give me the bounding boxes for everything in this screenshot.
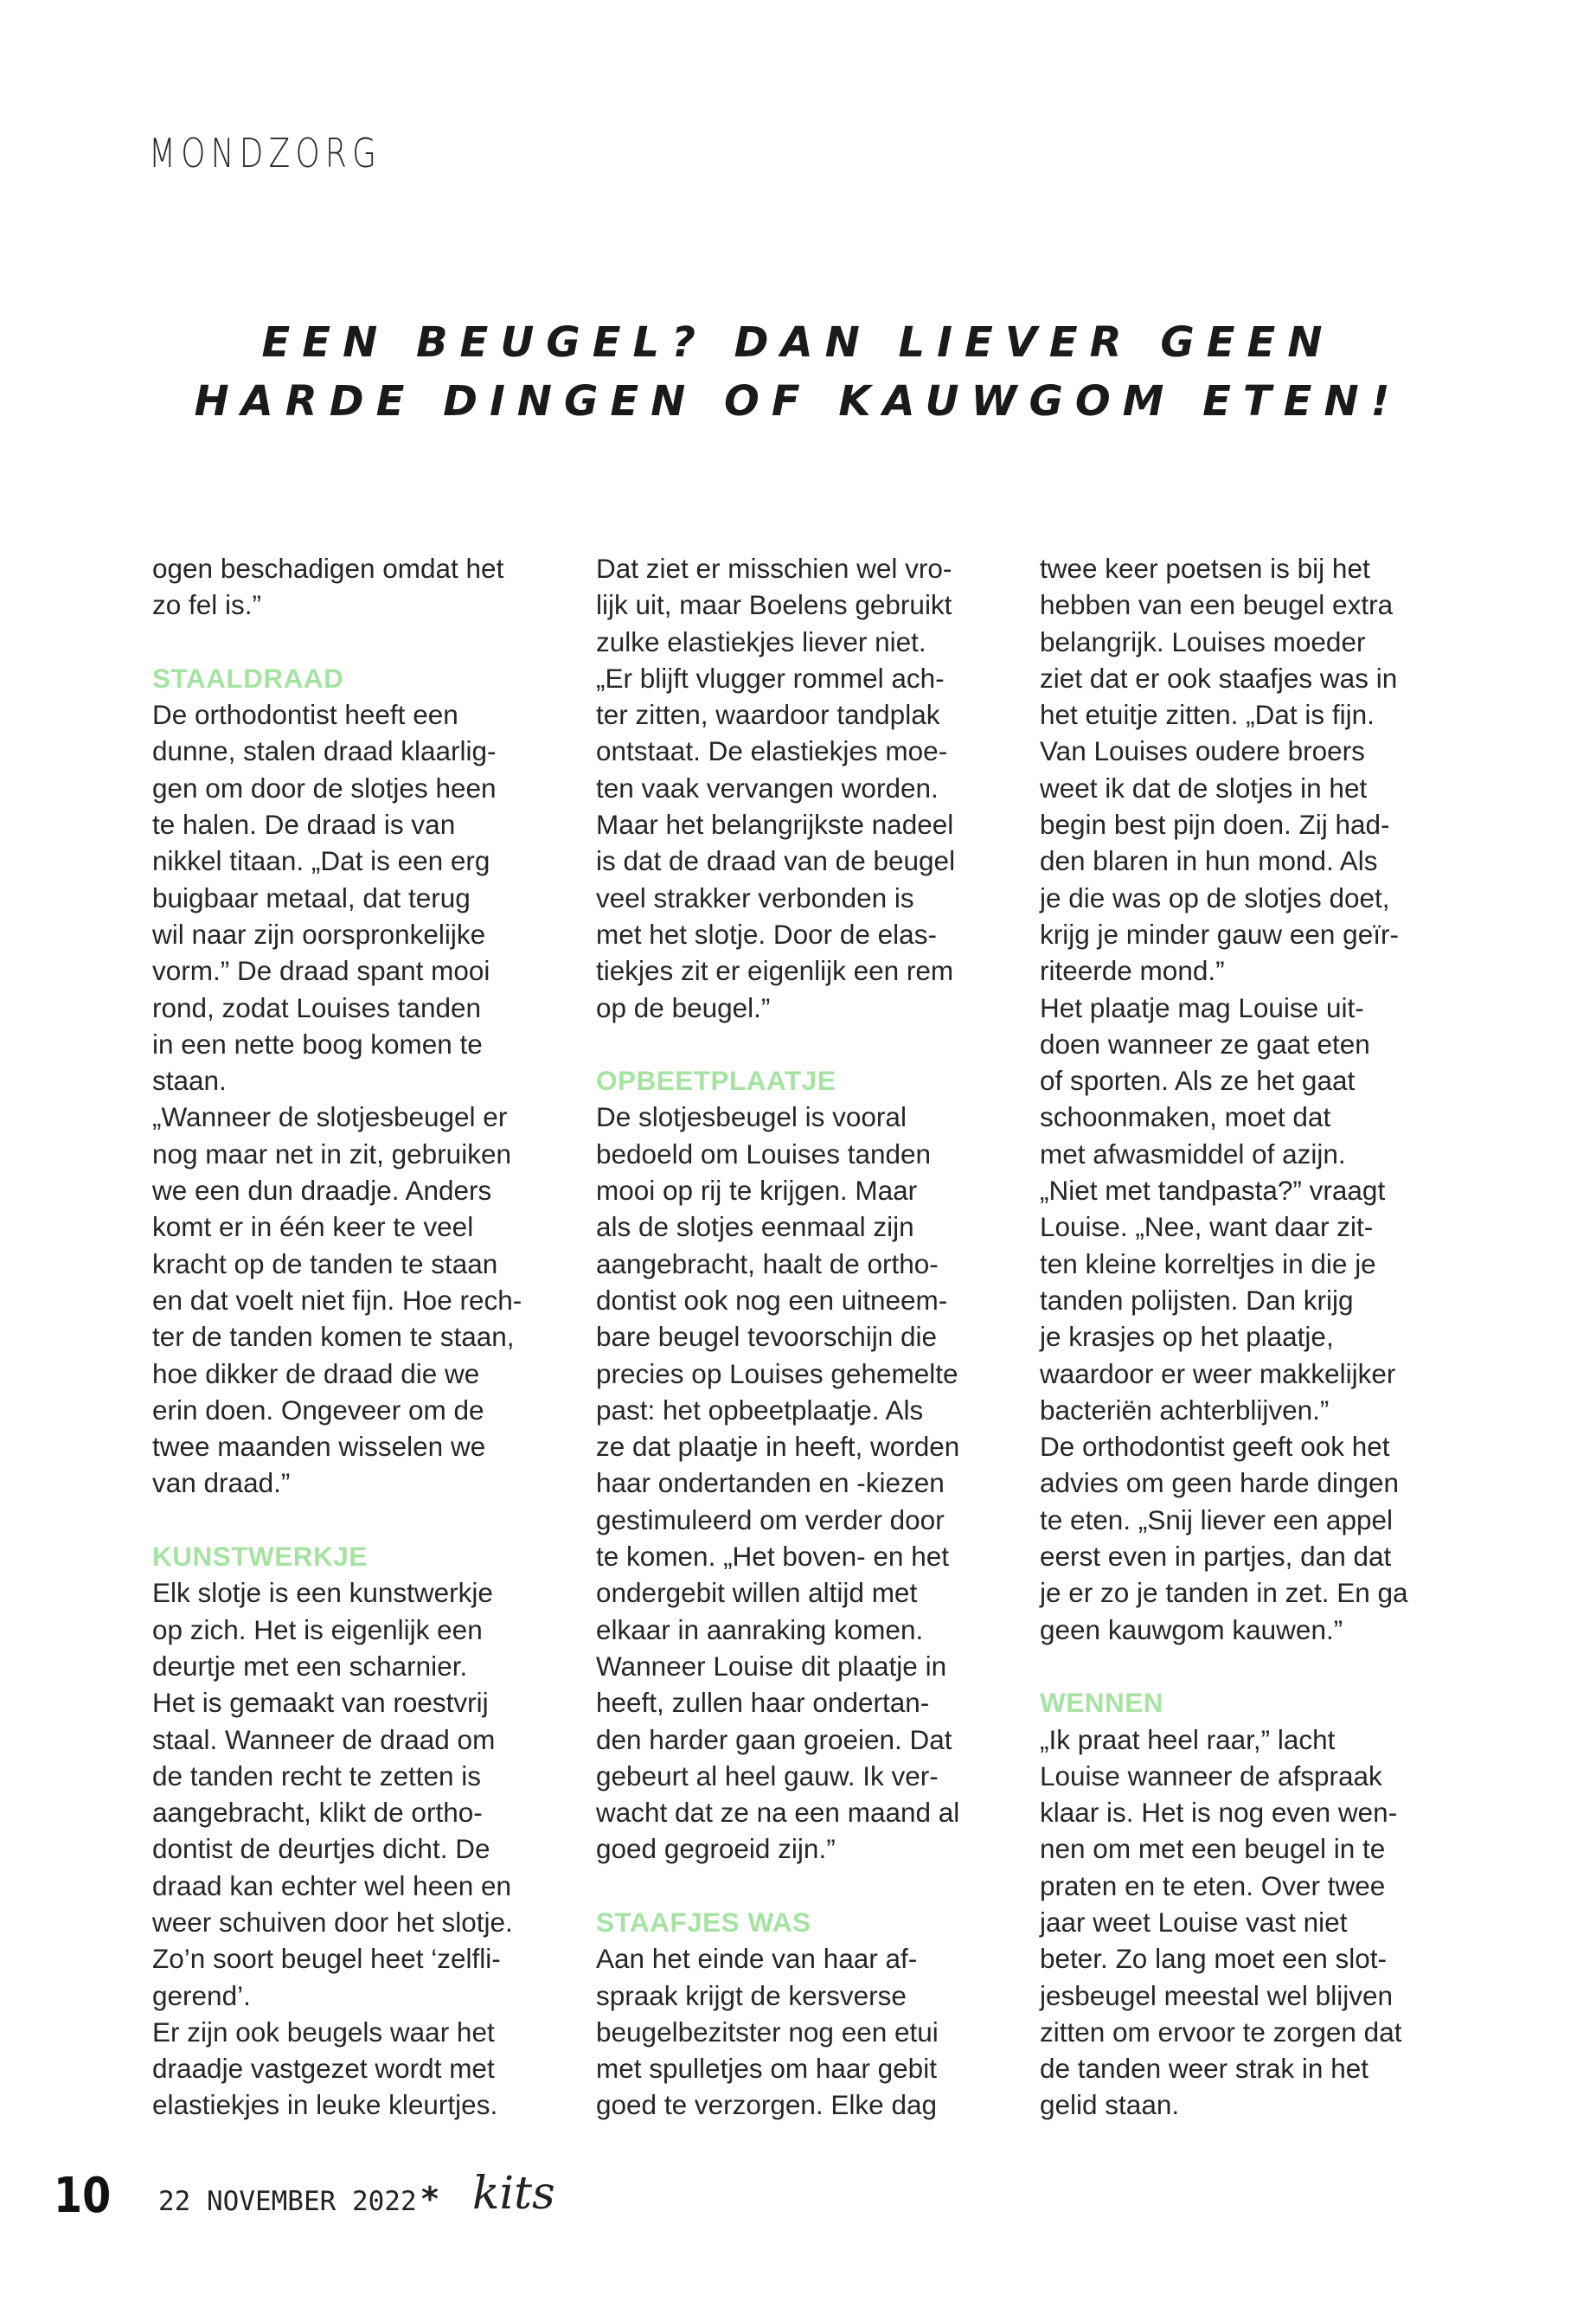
paragraph-gap [596, 1026, 1011, 1062]
text-line: weet ik dat de slotjes in het [1040, 772, 1368, 804]
text-line: tiekjes zit er eigenlijk een rem [596, 955, 954, 987]
text-line: lijk uit, maar Boelens gebruikt [596, 589, 952, 621]
text-line: bare beugel tevoorschijn die [596, 1321, 938, 1353]
text-line: belangrijk. Louises moeder [1040, 625, 1366, 657]
text-line: klaar is. Het is nog even wen- [1040, 1797, 1398, 1829]
text-line: Van Louises oudere broers [1040, 735, 1365, 767]
subheading: OPBEETPLAATJE [596, 1065, 836, 1097]
text-line: „Niet met tandpasta?” vraagt [1040, 1175, 1386, 1207]
text-line: met spulletjes om haar gebit [596, 2053, 937, 2085]
text-line: dontist ook nog een uitneem- [596, 1284, 948, 1316]
text-line: hebben van een beugel extra [1040, 589, 1394, 621]
text-line: buigbaar metaal, dat terug [152, 881, 471, 913]
text-line: gerend’. [152, 1979, 251, 2011]
text-line: precies op Louises gehemelte [596, 1357, 958, 1389]
footer-separator: * [421, 2180, 439, 2218]
text-line: te halen. De draad is van [152, 809, 456, 841]
headline-line-2: HARDE DINGEN OF KAUWGOM ETEN! [194, 377, 1402, 426]
text-line: gen om door de slotjes heen [152, 772, 497, 804]
text-line: Zo’n soort beugel heet ‘zelfli- [152, 1943, 501, 1975]
text-line: tanden polijsten. Dan krijg [1040, 1284, 1354, 1316]
text-line: „Ik praat heel raar,” lacht [1040, 1723, 1336, 1755]
text-line: ziet dat er ook staafjes was in [1040, 662, 1398, 694]
text-line: dunne, stalen draad klaarlig- [152, 735, 497, 767]
text-line: elastiekjes in leuke kleurtjes. [152, 2089, 498, 2121]
headline [0, 313, 1596, 431]
article-column-1 [152, 550, 567, 2124]
text-line: spraak krijgt de kersverse [596, 1979, 907, 2011]
text-line: draadje vastgezet wordt met [152, 2053, 495, 2085]
text-line: Aan het einde van haar af- [596, 1943, 918, 1975]
text-line: te eten. „Snij liever een appel [1040, 1503, 1394, 1535]
text-line: of sporten. Als ze het gaat [1040, 1065, 1356, 1097]
text-line: je er zo je tanden in zet. En ga [1040, 1577, 1408, 1609]
text-line: den harder gaan groeien. Dat [596, 1723, 952, 1755]
text-line: de tanden weer strak in het [1040, 2053, 1368, 2085]
section-label: MONDZORG [149, 130, 382, 176]
text-line: zulke elastiekjes liever niet. [596, 625, 926, 657]
subheading: STAAFJES WAS [596, 1906, 811, 1938]
text-line: „Wanneer de slotjesbeugel er [152, 1101, 508, 1133]
text-line: je krasjes op het plaatje, [1040, 1321, 1334, 1353]
text-line: schoonmaken, moet dat [1040, 1101, 1331, 1133]
text-line: van draad.” [152, 1467, 291, 1499]
text-line: in een nette boog komen te [152, 1028, 483, 1060]
text-line: nog maar net in zit, gebruiken [152, 1138, 511, 1170]
text-line: ogen beschadigen omdat het [152, 553, 504, 584]
article-column-2 [596, 550, 1011, 2124]
text-line: vorm.” De draad spant mooi [152, 955, 490, 987]
text-line: weer schuiven door het slotje. [152, 1906, 513, 1938]
text-line: veel strakker verbonden is [596, 881, 914, 913]
text-line: nen om met een beugel in te [1040, 1833, 1386, 1865]
text-line: op de beugel.” [596, 991, 771, 1023]
text-line: staan. [152, 1065, 227, 1097]
text-line: ontstaat. De elastiekjes moe- [596, 735, 948, 767]
text-line: hoe dikker de draad die we [152, 1357, 480, 1389]
text-line: elkaar in aanraking komen. [596, 1613, 924, 1645]
text-line: haar ondertanden en -kiezen [596, 1467, 945, 1499]
text-line: bedoeld om Louises tanden [596, 1138, 932, 1170]
text-line: en dat voelt niet fijn. Hoe rech- [152, 1284, 522, 1316]
text-line: Maar het belangrijkste nadeel [596, 809, 954, 841]
text-line: Dat ziet er misschien wel vro- [596, 553, 952, 584]
text-line: gestimuleerd om verder door [596, 1503, 945, 1535]
text-line: met het slotje. Door de elas- [596, 918, 937, 950]
text-line: den blaren in hun mond. Als [1040, 845, 1378, 877]
text-line: ten kleine korreltjes in die je [1040, 1247, 1376, 1279]
paragraph-gap [152, 1502, 567, 1538]
text-line: beter. Zo lang moet een slot- [1040, 1943, 1387, 1975]
text-line: ondergebit willen altijd met [596, 1577, 918, 1609]
text-line: te komen. „Het boven- en het [596, 1541, 949, 1573]
text-line: twee maanden wisselen we [152, 1431, 486, 1463]
text-line: Het is gemaakt van roestvrij [152, 1687, 489, 1719]
text-line: je die was op de slotjes doet, [1040, 881, 1390, 913]
text-line: advies om geen harde dingen [1040, 1467, 1400, 1499]
text-line: ter de tanden komen te staan, [152, 1321, 515, 1353]
subheading: KUNSTWERKJE [152, 1541, 368, 1573]
text-line: ze dat plaatje in heeft, worden [596, 1431, 960, 1463]
text-line: riteerde mond.” [1040, 955, 1225, 987]
text-line: komt er in één keer te veel [152, 1211, 474, 1243]
headline-line-1: EEN BEUGEL? DAN LIEVER GEEN [261, 318, 1335, 367]
text-line: past: het opbeetplaatje. Als [596, 1394, 924, 1426]
text-line: doen wanneer ze gaat eten [1040, 1028, 1370, 1060]
text-line: deurtje met een scharnier. [152, 1650, 468, 1682]
text-line: Het plaatje mag Louise uit- [1040, 991, 1364, 1023]
text-line: aangebracht, haalt de ortho- [596, 1247, 939, 1279]
text-line: gebeurt al heel gauw. Ik ver- [596, 1759, 939, 1791]
text-line: op zich. Het is eigenlijk een [152, 1613, 483, 1645]
text-line: jaar weet Louise vast niet [1040, 1906, 1348, 1938]
text-line: het etuitje zitten. „Dat is fijn. [1040, 699, 1375, 731]
text-line: draad kan echter wel heen en [152, 1869, 512, 1901]
text-line: ten vaak vervangen worden. [596, 772, 939, 804]
paragraph-gap [1040, 1648, 1455, 1684]
text-line: De slotjesbeugel is vooral [596, 1101, 907, 1133]
text-line: staal. Wanneer de draad om [152, 1723, 496, 1755]
text-line: is dat de draad van de beugel [596, 845, 956, 877]
text-line: wil naar zijn oorspronkelijke [152, 918, 486, 950]
text-line: heeft, zullen haar ondertan- [596, 1687, 930, 1719]
text-line: Wanneer Louise dit plaatje in [596, 1650, 947, 1682]
text-line: „Er blijft vlugger rommel ach- [596, 662, 945, 694]
subheading: STAALDRAAD [152, 662, 344, 694]
text-line: dontist de deurtjes dicht. De [152, 1833, 490, 1865]
text-line: Louise wanneer de afspraak [1040, 1759, 1382, 1791]
subheading: WENNEN [1040, 1687, 1163, 1719]
text-line: jesbeugel meestal wel blijven [1040, 1979, 1393, 2011]
text-line: goed gegroeid zijn.” [596, 1833, 836, 1865]
text-line: waardoor er weer makkelijker [1040, 1357, 1396, 1389]
text-line: gelid staan. [1040, 2089, 1180, 2121]
footer-brand-logo: kits [472, 2168, 555, 2220]
text-line: De orthodontist heeft een [152, 699, 458, 731]
text-line: aangebracht, klikt de ortho- [152, 1797, 483, 1829]
text-line: de tanden recht te zetten is [152, 1759, 481, 1791]
text-line: Er zijn ook beugels waar het [152, 2016, 495, 2048]
text-line: wacht dat ze na een maand al [596, 1797, 960, 1829]
text-line: beugelbezitster nog een etui [596, 2016, 939, 2048]
text-line: krijg je minder gauw een geïr- [1040, 918, 1399, 950]
text-line: als de slotjes eenmaal zijn [596, 1211, 914, 1243]
text-line: twee keer poetsen is bij het [1040, 553, 1370, 584]
text-line: kracht op de tanden te staan [152, 1247, 498, 1279]
text-line: mooi op rij te krijgen. Maar [596, 1175, 918, 1207]
text-line: bacteriën achterblijven.” [1040, 1394, 1330, 1426]
text-line: praten en te eten. Over twee [1040, 1869, 1386, 1901]
text-line: met afwasmiddel of azijn. [1040, 1138, 1346, 1170]
text-line: rond, zodat Louises tanden [152, 991, 482, 1023]
text-line: zitten om ervoor te zorgen dat [1040, 2016, 1402, 2048]
article-column-3 [1040, 550, 1455, 2124]
footer-date: 22 NOVEMBER 2022 [158, 2186, 417, 2217]
page-number: 10 [54, 2168, 112, 2224]
text-line: geen kauwgom kauwen.” [1040, 1613, 1343, 1645]
text-line: begin best pijn doen. Zij had- [1040, 809, 1390, 841]
text-line: goed te verzorgen. Elke dag [596, 2089, 938, 2121]
text-line: nikkel titaan. „Dat is een erg [152, 845, 490, 877]
text-line: Louise. „Nee, want daar zit- [1040, 1211, 1374, 1243]
text-line: erin doen. Ongeveer om de [152, 1394, 484, 1426]
text-line: ter zitten, waardoor tandplak [596, 699, 940, 731]
text-line: Elk slotje is een kunstwerkje [152, 1577, 493, 1609]
paragraph-gap [152, 624, 567, 660]
text-line: we een dun draadje. Anders [152, 1175, 492, 1207]
paragraph-gap [596, 1868, 1011, 1904]
text-line: De orthodontist geeft ook het [1040, 1431, 1390, 1463]
text-line: eerst even in partjes, dan dat [1040, 1541, 1392, 1573]
text-line: zo fel is.” [152, 589, 262, 621]
